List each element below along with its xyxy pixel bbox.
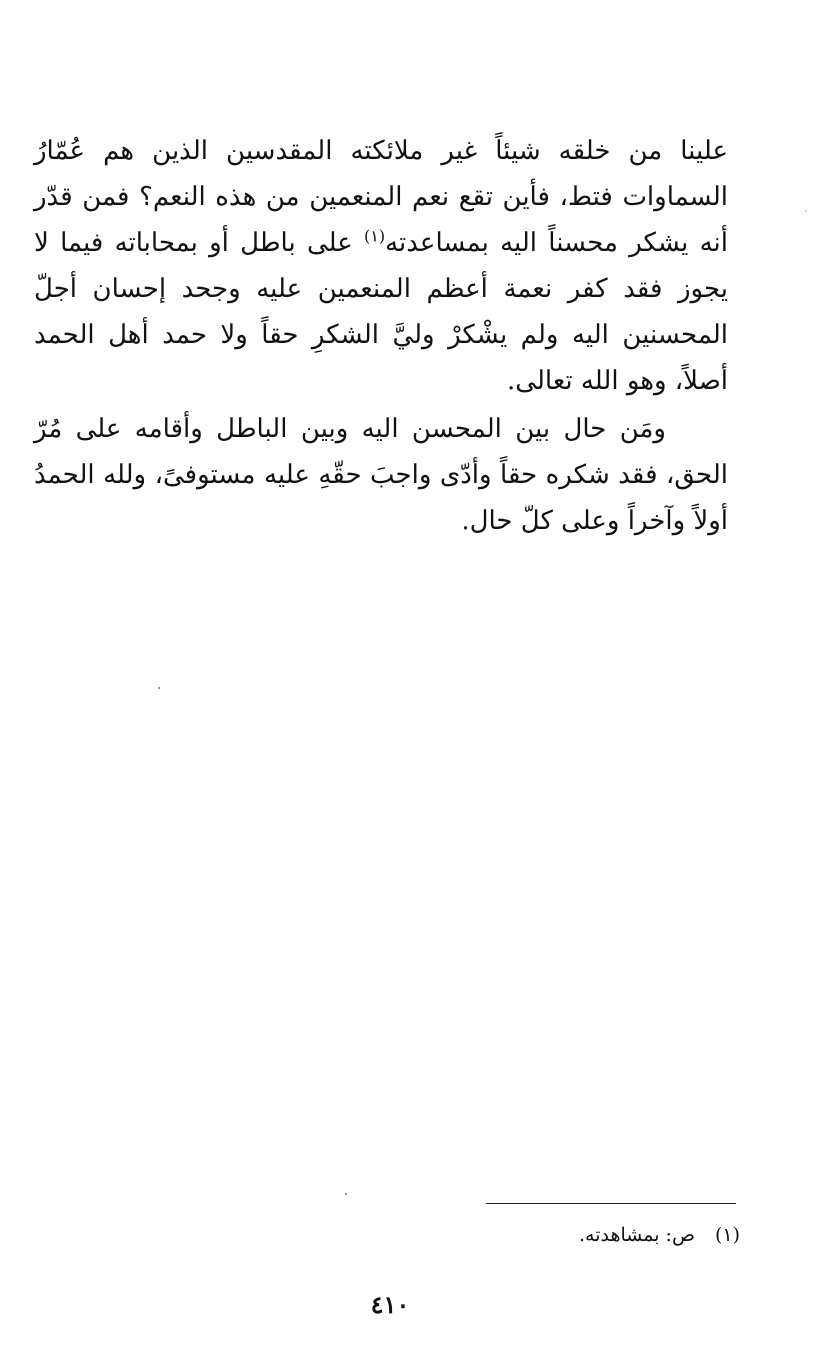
- scan-speck: [805, 210, 807, 212]
- paragraph-1-part-2: على باطل أو بمحاباته فيما لا يجوز فقد كفر نعمة أعظم المنعمين عليه وجحد إحسان أجلّ المحسنين اليه ولم يشْكرْ وليَّ الشكرِ حقاً ولا حمد أهل الحمد أصلاً، وهو الله تعالى.: [34, 228, 728, 396]
- paragraph-1: [34, 128, 728, 404]
- footnote-number: (١): [714, 1224, 740, 1246]
- page-number: ٤١٠: [370, 1290, 410, 1319]
- main-text: [34, 128, 728, 544]
- footnote-text: ص: بمشاهدته.: [579, 1224, 695, 1246]
- scan-speck: [158, 687, 160, 689]
- paragraph-1-part-1: علينا من خلقه شيئاً غير ملائكته المقدسين الذين هم عُمّارُ السماوات فتط، فأين تقع نعم المنعمين من هذه النعم؟ فمن قدّر أنه يشكر محسناً اليه بمساعدته: [34, 136, 728, 258]
- footnote: [400, 1221, 740, 1249]
- scan-speck: [345, 1193, 347, 1195]
- paragraph-2: ومَن حال بين المحسن اليه وبين الباطل وأقامه على مُرّ الحق، فقد شكره حقاً وأدّى واجبَ حقّهِ عليه مستوفىً، ولله الحمدُ أولاً وآخراً وعلى كلّ حال.: [34, 414, 728, 536]
- footnote-separator: [486, 1203, 736, 1204]
- footnote-marker: (١): [364, 226, 386, 246]
